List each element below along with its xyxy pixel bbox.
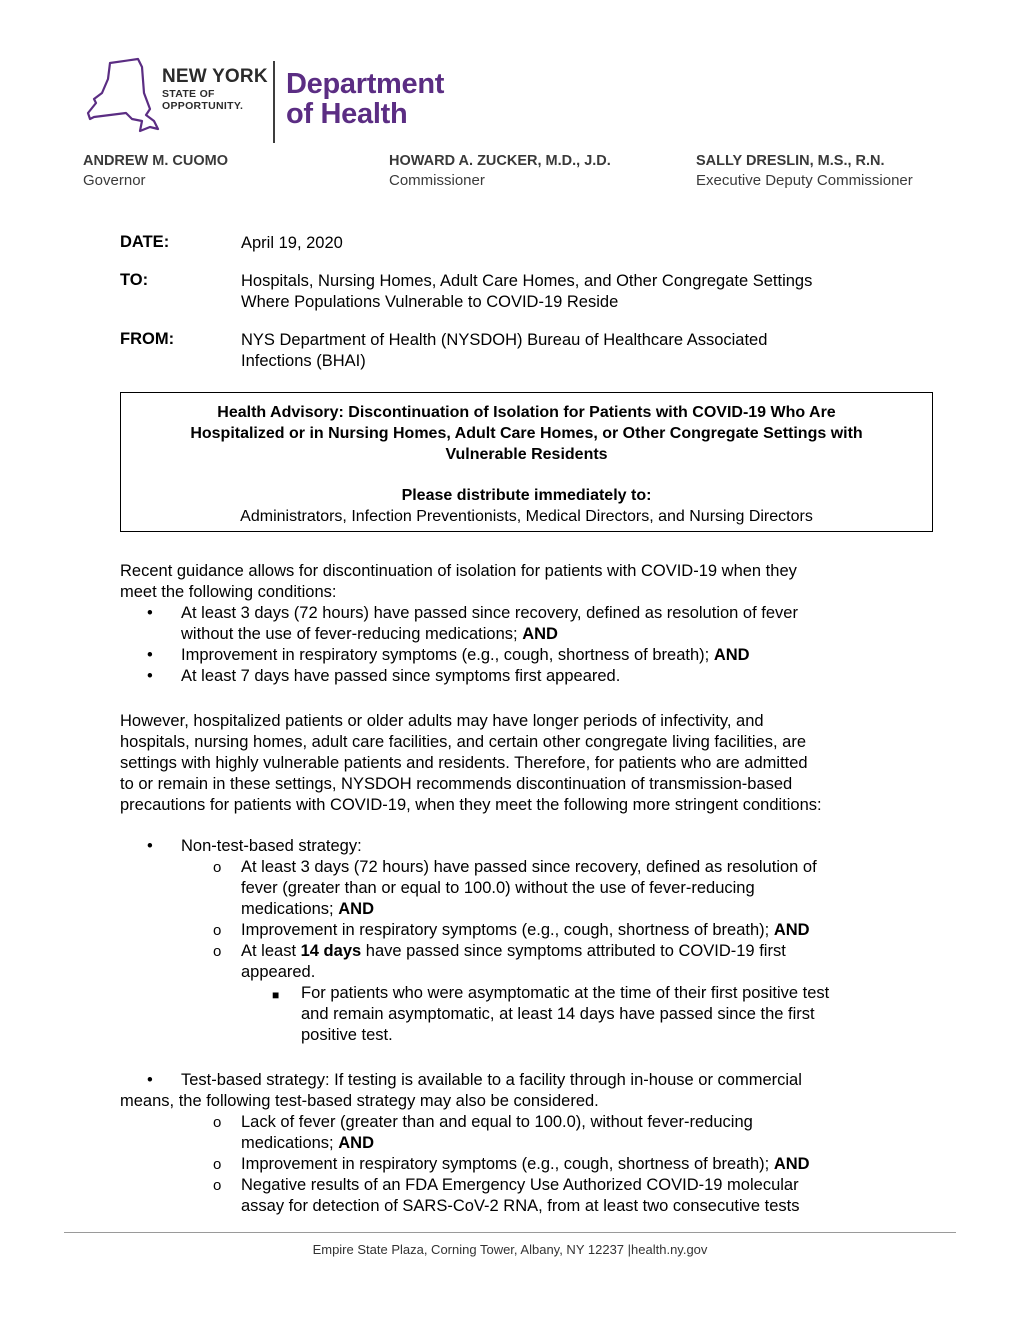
official-title: Executive Deputy Commissioner bbox=[696, 172, 913, 189]
list-item bbox=[120, 603, 910, 645]
list-item-text: assay for detection of SARS-CoV-2 RNA, from at least two consecutive tests bbox=[241, 1197, 800, 1215]
sub-sub-list-item bbox=[120, 983, 910, 1046]
strategy-label: Non-test-based strategy: bbox=[181, 837, 362, 855]
sub-list-item bbox=[120, 920, 910, 941]
from-line: NYS Department of Health (NYSDOH) Bureau of Healthcare Associated bbox=[241, 331, 768, 349]
non-test-based-strategy bbox=[120, 836, 910, 1046]
list-item-text: At least bbox=[241, 942, 297, 960]
and-keyword: AND bbox=[522, 625, 558, 643]
department-line-1: Department bbox=[286, 68, 445, 100]
advisory-title-line: Health Advisory: Discontinuation of Isolation for Patients with COVID-19 Who Are bbox=[217, 404, 836, 421]
state-name: NEW YORK bbox=[162, 66, 268, 87]
state-wordmark bbox=[162, 67, 268, 112]
bullet-icon: • bbox=[147, 1071, 153, 1089]
circle-bullet-icon: o bbox=[213, 1114, 222, 1131]
official-title: Governor bbox=[83, 172, 146, 189]
distribute-label: Please distribute immediately to: bbox=[401, 487, 652, 504]
bullet-icon: • bbox=[147, 604, 153, 622]
date-label: DATE: bbox=[120, 233, 170, 251]
square-bullet-icon: ■ bbox=[272, 988, 280, 1002]
list-item bbox=[120, 645, 910, 666]
nys-doh-logo bbox=[80, 57, 470, 147]
new-york-state-outline-icon bbox=[80, 57, 160, 141]
circle-bullet-icon: o bbox=[213, 1177, 222, 1194]
paragraph-line: to or remain in these settings, NYSDOH recommends discontinuation of transmission-based bbox=[120, 775, 793, 793]
sub-list-item bbox=[120, 1175, 910, 1217]
list-item bbox=[120, 1070, 910, 1091]
list-item-text: At least 3 days (72 hours) have passed since recovery, defined as resolution of fever bbox=[181, 604, 798, 622]
list-item-text: medications; bbox=[241, 1134, 334, 1152]
list-item-text: Improvement in respiratory symptoms (e.g., cough, shortness of breath); bbox=[241, 1155, 770, 1173]
list-item-text: Negative results of an FDA Emergency Use Authorized COVID-19 molecular bbox=[241, 1176, 799, 1194]
department-wordmark bbox=[286, 69, 444, 129]
to-line: Where Populations Vulnerable to COVID-19 Reside bbox=[241, 293, 619, 311]
and-keyword: AND bbox=[713, 646, 750, 664]
list-item-text: Test-based strategy: If testing is available to a facility through in-house or commercial bbox=[181, 1071, 802, 1089]
list-item bbox=[120, 836, 910, 857]
sub-list-item bbox=[120, 1112, 910, 1154]
official-commissioner bbox=[389, 152, 611, 190]
list-item-text: and remain asymptomatic, at least 14 days have passed since the first bbox=[301, 1005, 815, 1023]
list-item-text: Improvement in respiratory symptoms (e.g., cough, shortness of breath); bbox=[241, 921, 770, 939]
state-tagline-1: STATE OF bbox=[162, 88, 215, 100]
and-keyword: AND bbox=[338, 900, 374, 918]
advisory-title-line: Vulnerable Residents bbox=[445, 446, 608, 463]
footer-address: Empire State Plaza, Corning Tower, Albany, NY 12237 bbox=[312, 1242, 625, 1257]
conditions-section bbox=[120, 561, 910, 687]
paragraph-line: However, hospitalized patients or older adults may have longer periods of infectivity, and bbox=[120, 712, 764, 730]
department-line-2: of Health bbox=[286, 98, 408, 130]
list-item-text: fever (greater than or equal to 100.0) without the use of fever-reducing bbox=[241, 879, 755, 897]
and-keyword: AND bbox=[773, 921, 810, 939]
list-item-text: have passed since symptoms attributed to COVID-19 first bbox=[365, 942, 786, 960]
paragraph-line: precautions for patients with COVID-19, when they meet the following more stringent conditions: bbox=[120, 796, 822, 814]
paragraph-line: settings with highly vulnerable patients and residents. Therefore, for patients who are admitted bbox=[120, 754, 808, 772]
official-name: HOWARD A. ZUCKER, M.D., J.D. bbox=[389, 153, 611, 169]
list-item bbox=[120, 666, 910, 687]
sub-list-item bbox=[120, 1154, 910, 1175]
list-item-text: without the use of fever-reducing medications; bbox=[181, 625, 518, 643]
footer-website-link[interactable]: health.ny.gov bbox=[631, 1242, 708, 1257]
emphasis-text: 14 days bbox=[300, 942, 362, 960]
bullet-icon: • bbox=[147, 646, 153, 664]
list-item-text: positive test. bbox=[301, 1026, 393, 1044]
bullet-icon: • bbox=[147, 837, 153, 855]
circle-bullet-icon: o bbox=[213, 943, 222, 960]
date-value: April 19, 2020 bbox=[241, 234, 343, 252]
list-item-text: medications; bbox=[241, 900, 334, 918]
intro-line: meet the following conditions: bbox=[120, 583, 337, 601]
circle-bullet-icon: o bbox=[213, 1156, 222, 1173]
from-value bbox=[241, 330, 921, 372]
footer-separator: | bbox=[627, 1242, 632, 1257]
health-advisory-box bbox=[120, 392, 933, 532]
paragraph-line: hospitals, nursing homes, adult care facilities, and certain other congregate living facilities, are bbox=[120, 733, 807, 751]
circle-bullet-icon: o bbox=[213, 859, 222, 876]
footer-divider bbox=[64, 1232, 956, 1233]
and-keyword: AND bbox=[338, 1134, 374, 1152]
from-line: Infections (BHAI) bbox=[241, 352, 366, 370]
bullet-icon: • bbox=[147, 667, 153, 685]
official-name: SALLY DRESLIN, M.S., R.N. bbox=[696, 153, 885, 169]
circle-bullet-icon: o bbox=[213, 922, 222, 939]
list-item-text: For patients who were asymptomatic at the time of their first positive test bbox=[301, 984, 830, 1002]
official-deputy-commissioner bbox=[696, 152, 913, 190]
to-label: TO: bbox=[120, 271, 149, 289]
and-keyword: AND bbox=[773, 1155, 810, 1173]
state-tagline-2: OPPORTUNITY. bbox=[162, 100, 244, 112]
list-item-text: Lack of fever (greater than and equal to 100.0), without fever-reducing bbox=[241, 1113, 753, 1131]
advisory-title-line: Hospitalized or in Nursing Homes, Adult Care Homes, or Other Congregate Settings with bbox=[190, 425, 863, 442]
list-item-text: appeared. bbox=[241, 963, 316, 981]
to-value bbox=[241, 271, 921, 313]
stringent-conditions-paragraph bbox=[120, 711, 910, 816]
to-line: Hospitals, Nursing Homes, Adult Care Homes, and Other Congregate Settings bbox=[241, 272, 813, 290]
distribute-list: Administrators, Infection Preventionists, Medical Directors, and Nursing Directors bbox=[240, 508, 813, 525]
sub-list-item bbox=[120, 941, 910, 983]
sub-list-item bbox=[120, 857, 910, 920]
list-item-text: means, the following test-based strategy may also be considered. bbox=[120, 1092, 599, 1110]
intro-line: Recent guidance allows for discontinuation of isolation for patients with COVID-19 when they bbox=[120, 562, 797, 580]
logo-divider bbox=[273, 61, 275, 143]
official-name: ANDREW M. CUOMO bbox=[83, 153, 228, 169]
footer bbox=[0, 1242, 1020, 1257]
official-governor bbox=[83, 152, 228, 190]
list-item-text: At least 3 days (72 hours) have passed since recovery, defined as resolution of bbox=[241, 858, 817, 876]
from-label: FROM: bbox=[120, 330, 175, 348]
official-title: Commissioner bbox=[389, 172, 485, 189]
test-based-strategy bbox=[120, 1070, 910, 1217]
list-item-text: At least 7 days have passed since symptoms first appeared. bbox=[181, 667, 621, 685]
list-item-text: Improvement in respiratory symptoms (e.g., cough, shortness of breath); bbox=[181, 646, 710, 664]
